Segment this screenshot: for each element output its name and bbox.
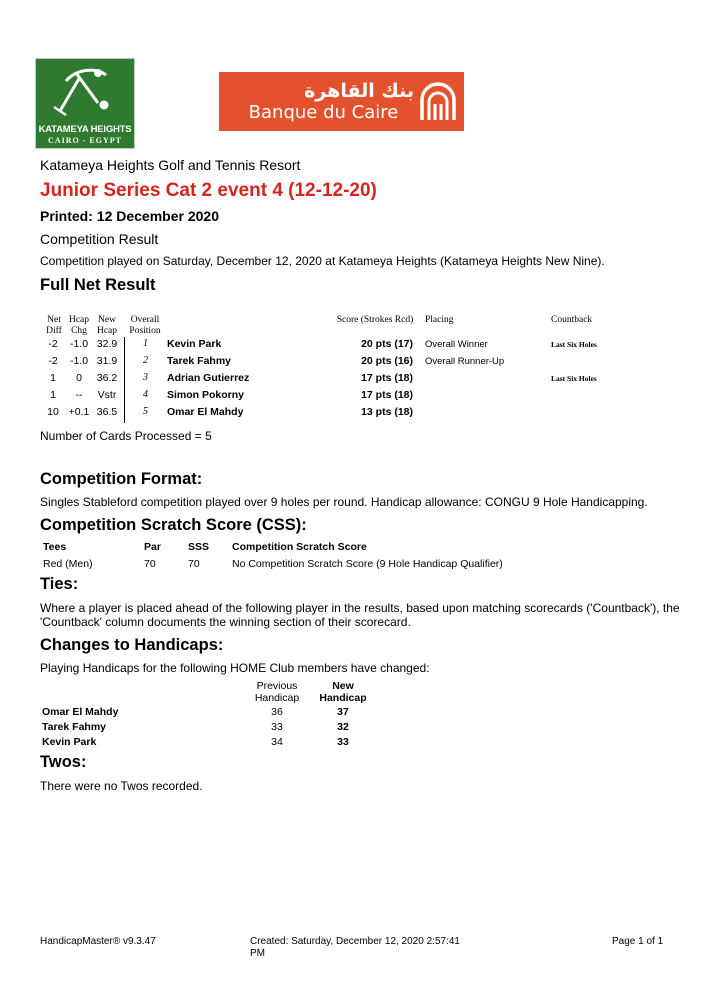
css-par-cell: 70	[144, 558, 156, 570]
new-hcap-cell: 32.9	[96, 338, 118, 350]
net-diff-cell: 1	[50, 389, 56, 401]
footer-software: HandicapMaster® v9.3.47	[40, 936, 156, 947]
position-cell: 4	[143, 389, 148, 400]
col-hcap-chg-1: Hcap	[68, 315, 90, 325]
css-tees-cell: Red (Men)	[43, 558, 93, 570]
format-text: Singles Stableford competition played over 9 holes per round. Handicap allowance: CONGU 9 Hole Handicapping.	[40, 495, 648, 509]
twos-text: There were no Twos recorded.	[40, 779, 203, 793]
player-name-cell: Omar El Mahdy	[167, 406, 244, 418]
css-value-cell: No Competition Scratch Score (9 Hole Handicap Qualifier)	[232, 558, 503, 570]
competition-result-label: Competition Result	[40, 231, 159, 247]
css-col-css: Competition Scratch Score	[232, 541, 367, 553]
col-overall-position-1: Overall	[130, 315, 160, 325]
placing-cell: Overall Runner-Up	[425, 356, 505, 367]
player-name-cell: Kevin Park	[167, 338, 222, 350]
countback-cell: Last Six Holes	[551, 374, 597, 383]
col-net-diff-1: Net	[47, 315, 61, 325]
score-cell: 17 pts (18)	[361, 389, 413, 401]
player-name-cell: Tarek Fahmy	[167, 355, 231, 367]
col-net-diff	[43, 315, 65, 337]
hcap-chg-cell: -1.0	[69, 338, 89, 350]
player-name-cell: Simon Pokorny	[167, 389, 245, 401]
col-overall-position-2: Position	[129, 326, 161, 336]
new-hcap-cell: Vstr	[97, 389, 117, 401]
position-cell: 5	[143, 406, 148, 417]
score-cell: 17 pts (18)	[361, 372, 413, 384]
table-divider	[124, 337, 125, 423]
col-net-diff-2: Diff	[46, 326, 62, 336]
hc-previous-cell: 33	[271, 721, 283, 733]
score-cell: 20 pts (16)	[361, 355, 413, 367]
col-countback: Countback	[551, 315, 593, 325]
hc-col-previous	[248, 680, 306, 704]
banque-logo-french: Banque du Caire	[248, 102, 399, 123]
hcap-chg-cell: --	[75, 389, 83, 401]
player-name-cell: Adrian Gutierrez	[167, 372, 250, 384]
hc-name-cell: Omar El Mahdy	[42, 706, 119, 718]
golfer-icon	[36, 59, 135, 125]
hc-col-previous-2: Handicap	[254, 692, 300, 704]
net-diff-cell: -2	[48, 338, 58, 350]
score-cell: 13 pts (18)	[361, 406, 413, 418]
new-hcap-cell: 31.9	[96, 355, 118, 367]
footer-created-line1: Created: Saturday, December 12, 2020 2:57:41	[250, 936, 460, 947]
twos-heading: Twos:	[40, 753, 87, 771]
net-diff-cell: 1	[50, 372, 56, 384]
hcap-chg-cell: +0.1	[68, 406, 90, 418]
placing-cell: Overall Winner	[425, 339, 488, 350]
ties-text-line2: 'Countback' column documents the winning section of their scorecard.	[40, 615, 411, 629]
katameya-logo-location: CAIRO - EGYPT	[48, 136, 122, 145]
footer-page: Page 1 of 1	[612, 936, 664, 947]
arch-mark-icon	[418, 80, 458, 124]
countback-cell: Last Six Holes	[551, 340, 597, 349]
banque-du-caire-logo	[219, 72, 464, 131]
new-hcap-cell: 36.2	[96, 372, 118, 384]
hc-name-cell: Tarek Fahmy	[42, 721, 106, 733]
hc-previous-cell: 36	[271, 706, 283, 718]
format-heading: Competition Format:	[40, 470, 203, 488]
col-hcap-chg-2: Chg	[71, 326, 87, 336]
hc-new-cell: 37	[337, 706, 349, 718]
css-sss-cell: 70	[188, 558, 200, 570]
net-diff-cell: 10	[47, 406, 59, 418]
hc-new-cell: 33	[337, 736, 349, 748]
css-col-tees: Tees	[43, 541, 67, 553]
css-col-sss: SSS	[188, 541, 210, 553]
hc-col-new-2: Handicap	[319, 692, 367, 704]
printed-date: Printed: 12 December 2020	[40, 208, 219, 224]
col-placing: Placing	[425, 315, 454, 325]
col-new-hcap-1: New	[98, 315, 116, 325]
col-hcap-chg	[67, 315, 91, 337]
hc-previous-cell: 34	[271, 736, 283, 748]
cards-processed: Number of Cards Processed = 5	[40, 429, 212, 443]
col-new-hcap	[95, 315, 119, 337]
ties-heading: Ties:	[40, 575, 79, 593]
css-col-par: Par	[144, 541, 161, 553]
position-cell: 2	[143, 355, 148, 366]
played-description: Competition played on Saturday, December 12, 2020 at Katameya Heights (Katameya Heights New Nine).	[40, 254, 605, 268]
col-new-hcap-2: Hcap	[96, 326, 118, 336]
hc-col-new-1: New	[332, 680, 354, 692]
katameya-heights-logo	[35, 58, 135, 149]
handicaps-intro: Playing Handicaps for the following HOME Club members have changed:	[40, 661, 430, 675]
club-name: Katameya Heights Golf and Tennis Resort	[40, 157, 301, 173]
footer-created-line2: PM	[250, 948, 265, 959]
new-hcap-cell: 36.5	[96, 406, 118, 418]
col-overall-position	[126, 315, 164, 337]
hc-col-previous-1: Previous	[256, 680, 298, 692]
katameya-logo-name: KATAMEYA HEIGHTS	[38, 124, 132, 135]
hc-new-cell: 32	[337, 721, 349, 733]
handicaps-heading: Changes to Handicaps:	[40, 636, 224, 654]
hcap-chg-cell: -1.0	[69, 355, 89, 367]
css-heading: Competition Scratch Score (CSS):	[40, 516, 307, 534]
hc-name-cell: Kevin Park	[42, 736, 97, 748]
banque-logo-arabic: بنك القاهرة	[304, 80, 414, 102]
position-cell: 1	[143, 338, 148, 349]
position-cell: 3	[143, 372, 148, 383]
footer-created	[250, 936, 460, 960]
hc-col-new	[314, 680, 372, 704]
net-diff-cell: -2	[48, 355, 58, 367]
ties-text-line1: Where a player is placed ahead of the following player in the results, based upon matching scorecards ('Countback'), the	[40, 601, 680, 615]
competition-title: Junior Series Cat 2 event 4 (12-12-20)	[40, 180, 377, 201]
score-cell: 20 pts (17)	[361, 338, 413, 350]
hcap-chg-cell: 0	[76, 372, 82, 384]
full-net-result-heading: Full Net Result	[40, 276, 156, 294]
col-score: Score (Strokes Rcd)	[336, 315, 414, 325]
